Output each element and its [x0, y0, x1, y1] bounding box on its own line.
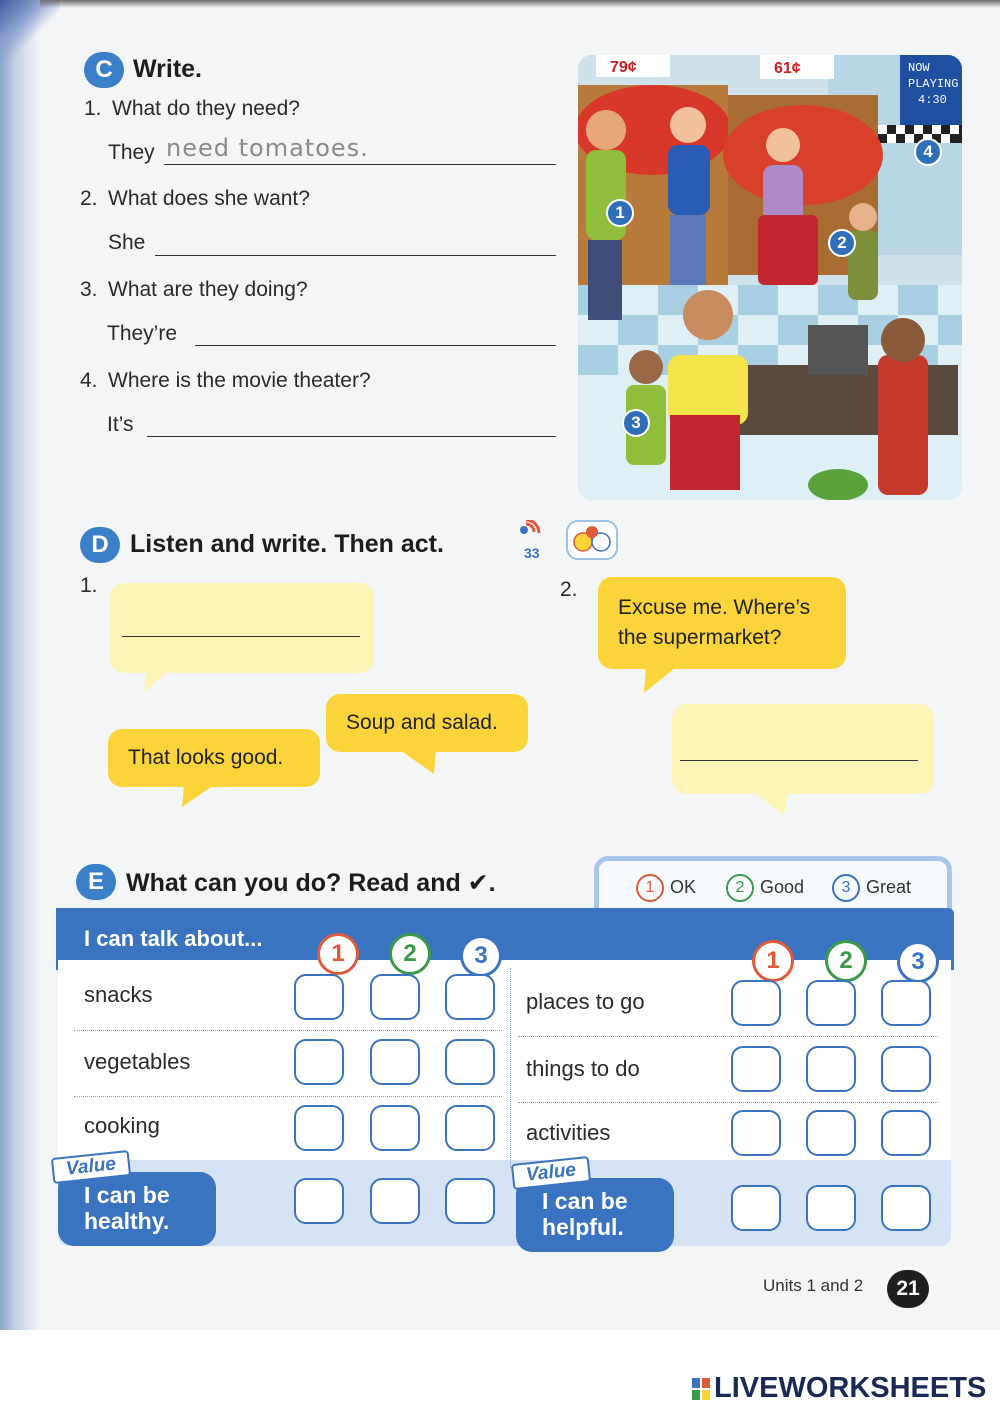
bubble-that-looks-good [108, 729, 320, 787]
answer-1-text[interactable]: need tomatoes. [166, 134, 369, 162]
checkbox-places-1[interactable] [731, 980, 781, 1026]
bubble-text: Soup and salad. [346, 711, 498, 734]
question-number: 3. [80, 278, 98, 301]
question-text: What does she want? [108, 187, 310, 210]
section-c-badge: C [84, 52, 124, 88]
dialog-2-number: 2. [560, 578, 578, 601]
table-header-text: I can talk about... [84, 926, 263, 951]
checkbox-activities-2[interactable] [806, 1110, 856, 1156]
checkbox-healthy-3[interactable] [445, 1178, 495, 1224]
question-1 [84, 97, 300, 121]
audio-track-number: 33 [524, 545, 540, 561]
question-4 [80, 369, 371, 393]
bubble-text: Excuse me. Where’s the supermarket? [618, 596, 811, 649]
row-label-vegetables: vegetables [84, 1049, 191, 1074]
page-edge-shadow [0, 0, 40, 1330]
row-label-snacks: snacks [84, 982, 153, 1007]
dialog-2-answer-line[interactable] [680, 760, 918, 761]
checkbox-snacks-3[interactable] [445, 974, 495, 1020]
section-c-title: Write. [133, 55, 202, 83]
dialog-1-answer-bubble[interactable] [110, 583, 374, 673]
legend-label: Great [866, 876, 912, 897]
checkbox-helpful-2[interactable] [806, 1185, 856, 1231]
checkbox-places-3[interactable] [881, 980, 931, 1026]
value-healthy [58, 1172, 216, 1246]
checkbox-things-1[interactable] [731, 1046, 781, 1092]
dialog-1-answer-line[interactable] [122, 636, 360, 637]
checkbox-healthy-2[interactable] [370, 1178, 420, 1224]
legend-great [832, 874, 911, 902]
picture-marker-4: 4 [914, 138, 942, 166]
checkbox-helpful-3[interactable] [881, 1185, 931, 1231]
row-divider [518, 1102, 938, 1103]
question-3 [80, 278, 308, 302]
bubble-tail [400, 750, 440, 776]
row-label-places-to-go: places to go [526, 989, 645, 1014]
row-label-things-to-do: things to do [526, 1056, 640, 1081]
checkbox-cooking-1[interactable] [294, 1105, 344, 1151]
bubble-tail [178, 785, 218, 809]
page-corner [0, 0, 60, 60]
value-line: helpful. [542, 1214, 624, 1240]
sign-playing: PLAYING [908, 77, 959, 91]
question-2 [80, 187, 310, 211]
checkbox-snacks-2[interactable] [370, 974, 420, 1020]
checkbox-cooking-3[interactable] [445, 1105, 495, 1151]
checkbox-things-3[interactable] [881, 1046, 931, 1092]
act-icon[interactable] [566, 520, 618, 560]
value-tag: Value [511, 1156, 591, 1190]
checkbox-vegetables-3[interactable] [445, 1039, 495, 1085]
row-divider [518, 1036, 938, 1037]
picture-marker-1: 1 [606, 199, 634, 227]
answer-4-line[interactable] [147, 435, 556, 437]
row-label-activities: activities [526, 1120, 611, 1145]
checkbox-activities-3[interactable] [881, 1110, 931, 1156]
rating-header-3: 3 [897, 941, 939, 983]
liveworksheets-logo-icon [692, 1378, 710, 1400]
checkbox-places-2[interactable] [806, 980, 856, 1026]
section-d-title: Listen and write. Then act. [130, 530, 444, 558]
rating-header-1: 1 [317, 933, 359, 975]
legend-number: 2 [726, 874, 754, 902]
question-text: What are they doing? [108, 278, 308, 301]
question-text: Where is the movie theater? [108, 369, 371, 392]
answer-3-line[interactable] [195, 344, 556, 346]
bubble-tail [642, 667, 682, 695]
checkbox-healthy-1[interactable] [294, 1178, 344, 1224]
value-line: I can be [542, 1188, 628, 1214]
answer-prefix: It’s [107, 413, 134, 436]
answer-prefix: She [108, 231, 146, 254]
answer-prefix: They [108, 141, 155, 164]
answer-2-line[interactable] [155, 254, 556, 256]
value-tag: Value [51, 1150, 131, 1184]
question-text: What do they need? [112, 97, 300, 120]
bubble-soup-and-salad [326, 694, 528, 752]
checkbox-snacks-1[interactable] [294, 974, 344, 1020]
sign-now: NOW [908, 61, 930, 75]
audio-icon[interactable] [516, 520, 552, 562]
section-d-badge: D [80, 527, 120, 563]
dialog-2-answer-bubble[interactable] [672, 704, 934, 794]
picture-marker-2: 2 [828, 229, 856, 257]
row-divider [74, 1096, 502, 1097]
rating-header-2: 2 [825, 940, 867, 982]
checkbox-cooking-2[interactable] [370, 1105, 420, 1151]
row-divider [74, 1030, 502, 1031]
bubble-excuse-me [598, 577, 846, 669]
legend-label: OK [670, 876, 697, 897]
legend-ok [636, 874, 696, 902]
rating-header-3: 3 [460, 935, 502, 977]
bubble-tail [138, 668, 178, 694]
question-number: 2. [80, 187, 98, 210]
section-e-title: What can you do? Read and ✔. [126, 869, 496, 897]
value-line: healthy. [84, 1208, 170, 1234]
legend-label: Good [760, 876, 805, 897]
checkbox-vegetables-1[interactable] [294, 1039, 344, 1085]
page-top-edge [40, 0, 1000, 8]
question-number: 1. [84, 97, 102, 120]
rating-header-2: 2 [389, 933, 431, 975]
answer-prefix: They’re [107, 322, 178, 345]
table-divider [510, 968, 511, 1168]
bubble-text: That looks good. [128, 746, 284, 769]
units-label: Units 1 and 2 [763, 1276, 864, 1295]
page-number: 21 [887, 1270, 929, 1308]
checkbox-helpful-1[interactable] [731, 1185, 781, 1231]
checkbox-things-2[interactable] [806, 1046, 856, 1092]
price-tag-1: 79¢ [610, 59, 637, 76]
legend-number: 3 [832, 874, 860, 902]
section-e-badge: E [76, 864, 116, 900]
value-helpful [516, 1178, 674, 1252]
rating-header-1: 1 [752, 940, 794, 982]
row-label-cooking: cooking [84, 1113, 160, 1138]
checkbox-vegetables-2[interactable] [370, 1039, 420, 1085]
question-number: 4. [80, 369, 98, 392]
brand-name[interactable]: LIVEWORKSHEETS [714, 1372, 987, 1404]
dialog-1-number: 1. [80, 574, 98, 597]
answer-1-line[interactable] [164, 163, 556, 165]
legend-good [726, 874, 804, 902]
legend-number: 1 [636, 874, 664, 902]
picture-marker-3: 3 [622, 409, 650, 437]
bubble-tail [754, 792, 794, 818]
supermarket-illustration [578, 55, 962, 500]
sign-time: 4:30 [918, 93, 947, 107]
value-line: I can be [84, 1182, 170, 1208]
price-tag-2: 61¢ [774, 60, 801, 77]
checkbox-activities-1[interactable] [731, 1110, 781, 1156]
